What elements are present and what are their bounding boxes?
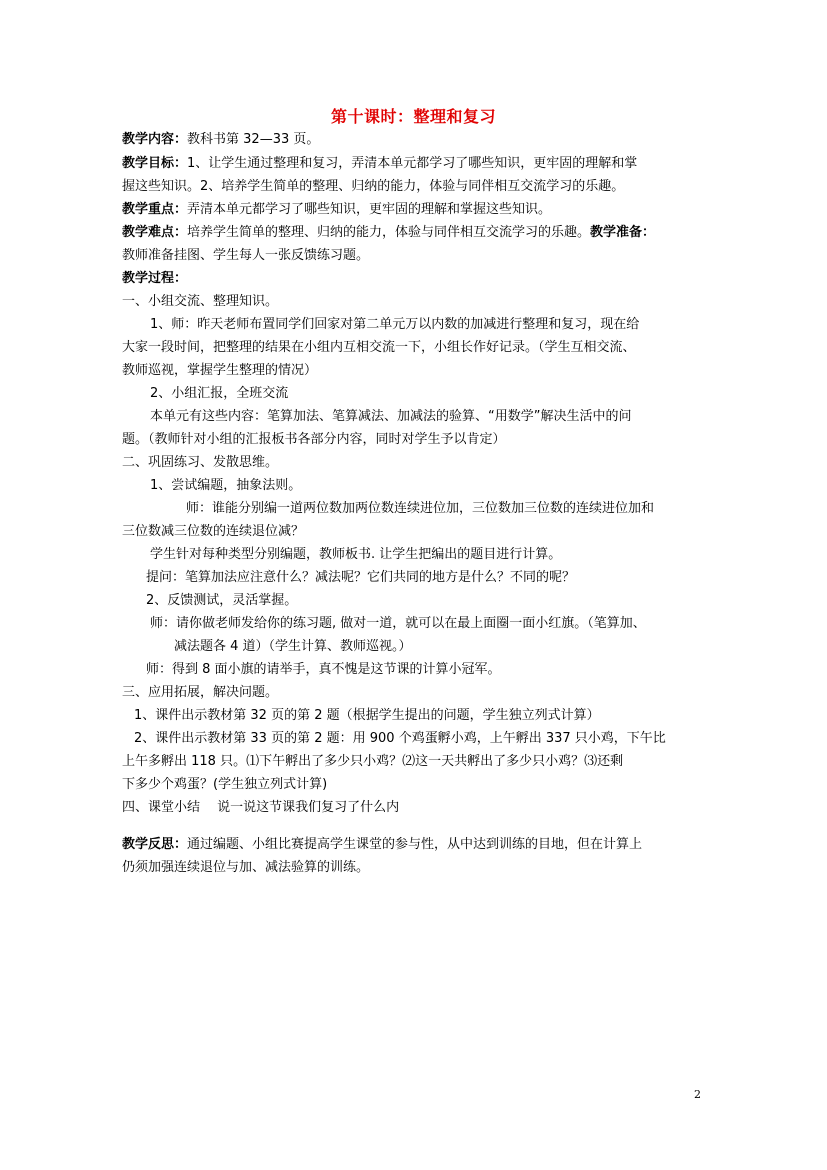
line-text: 一、小组交流、整理知识。: [122, 294, 279, 309]
text-line: [134, 707, 600, 724]
text-line: [150, 408, 631, 425]
line-text: 2、反馈测试，灵活掌握。: [146, 593, 298, 608]
line-text: 2、课件出示教材第 33 页的第 2 题：用 900 个鸡蛋孵小鸡，上午孵出 337 只小鸡，下午比: [134, 731, 666, 746]
section-label: 教学重点：: [122, 202, 188, 217]
line-text: 培养学生简单的整理、归纳的能力，体验与同伴相互交流学习的乐趣。: [187, 225, 591, 240]
text-line: [122, 270, 187, 287]
line-text: 教师巡视，掌握学生整理的情况）: [122, 363, 318, 378]
text-line: [122, 859, 369, 876]
line-text: 师：谁能分别编一道两位数加两位数连续进位加，三位数加三位数的连续进位加和: [186, 501, 655, 516]
text-line: [122, 836, 642, 853]
text-line: [122, 224, 655, 241]
text-line: [146, 661, 501, 678]
text-line: [150, 385, 288, 402]
text-line: [174, 638, 412, 655]
text-line: [122, 247, 369, 264]
line-text: 通过编题、小组比赛提高学生课堂的参与性，从中达到训练的目地，但在计算上: [187, 837, 643, 852]
section-label: 教学准备：: [590, 225, 656, 240]
text-line: [122, 684, 278, 701]
line-text: 师：得到 8 面小旗的请举手，真不愧是这节课的计算小冠军。: [146, 662, 501, 677]
text-line: [150, 615, 646, 632]
text-line: [122, 178, 624, 195]
text-line: [122, 523, 304, 540]
line-text: 2、小组汇报，全班交流: [150, 386, 289, 401]
line-text: 握这些知识。2、培养学生简单的整理、归纳的能力，体验与同伴相互交流学习的乐趣。: [122, 179, 625, 194]
text-line: [122, 155, 637, 172]
line-text: 二、巩固练习、发散思维。: [122, 455, 279, 470]
section-label: 教学反思：: [122, 837, 188, 852]
line-text: 本单元有这些内容：笔算加法、笔算减法、加减法的验算、“用数学”解决生活中的问: [150, 409, 632, 424]
line-text: 题。（教师针对小组的汇报板书各部分内容，同时对学生予以肯定）: [122, 432, 506, 447]
section-label: 教学难点：: [122, 225, 188, 240]
text-line: [122, 362, 317, 379]
line-text: 1、师：昨天老师布置同学们回家对第二单元万以内数的加减进行整理和复习，现在给: [150, 317, 640, 332]
line-text: 师：请你做老师发给你的练习题, 做对一道，就可以在最上面圈一面小红旗。（笔算加、: [150, 616, 646, 631]
section-label: 教学内容：: [122, 132, 188, 147]
text-line: [134, 730, 666, 747]
text-line: [150, 477, 301, 494]
line-text: 1、让学生通过整理和复习，弄清本单元都学习了哪些知识，更牢固的理解和掌: [187, 156, 638, 171]
section-label: 教学过程：: [122, 271, 188, 286]
line-text: 学生针对每种类型分别编题，教师板书. 让学生把编出的题目进行计算。: [150, 547, 562, 562]
line-text: 减法题各 4 道）（学生计算、教师巡视。）: [174, 639, 412, 654]
text-line: [146, 569, 575, 586]
section-label: 教学目标：: [122, 156, 188, 171]
text-line: [150, 316, 639, 333]
text-line: [122, 454, 278, 471]
text-line: [122, 753, 623, 770]
text-line: [146, 592, 297, 609]
text-line: [122, 799, 399, 816]
line-text: 仍须加强连续退位与加、减法验算的训练。: [122, 860, 370, 875]
text-line: [150, 546, 561, 563]
line-text: 三、应用拓展，解决问题。: [122, 685, 279, 700]
line-text: 1、课件出示教材第 32 页的第 2 题（根据学生提出的问题，学生独立列式计算）: [134, 708, 600, 723]
line-text: 弄清本单元都学习了哪些知识，更牢固的理解和掌握这些知识。: [187, 202, 552, 217]
line-text: 大家一段时间，把整理的结果在小组内互相交流一下，小组长作好记录。（学生互相交流、: [122, 340, 636, 355]
line-text: 四、课堂小结 说一说这节课我们复习了什么内: [122, 800, 400, 815]
line-text: 教师准备挂图、学生每人一张反馈练习题。: [122, 248, 370, 263]
text-line: [122, 293, 278, 310]
text-line: [186, 500, 654, 517]
line-text: 提问：笔算加法应注意什么？减法呢？它们共同的地方是什么？不同的呢？: [146, 570, 576, 585]
text-line: [122, 431, 506, 448]
line-text: 下多少个鸡蛋？(学生独立列式计算): [122, 777, 328, 792]
line-text: 三位数减三位数的连续退位减？: [122, 524, 305, 539]
text-line: [122, 131, 319, 148]
line-text: 教科书第 32—33 页。: [187, 132, 320, 147]
text-line: [122, 201, 551, 218]
text-line: [122, 776, 327, 793]
lesson-title: 第十课时：整理和复习: [330, 107, 496, 126]
line-text: 1、尝试编题，抽象法则。: [150, 478, 302, 493]
line-text: 上午多孵出 118 只。⑴下午孵出了多少只小鸡？⑵这一天共孵出了多少只小鸡？⑶还剩: [122, 754, 624, 769]
page-number: 2: [694, 1088, 701, 1101]
text-line: [122, 339, 636, 356]
